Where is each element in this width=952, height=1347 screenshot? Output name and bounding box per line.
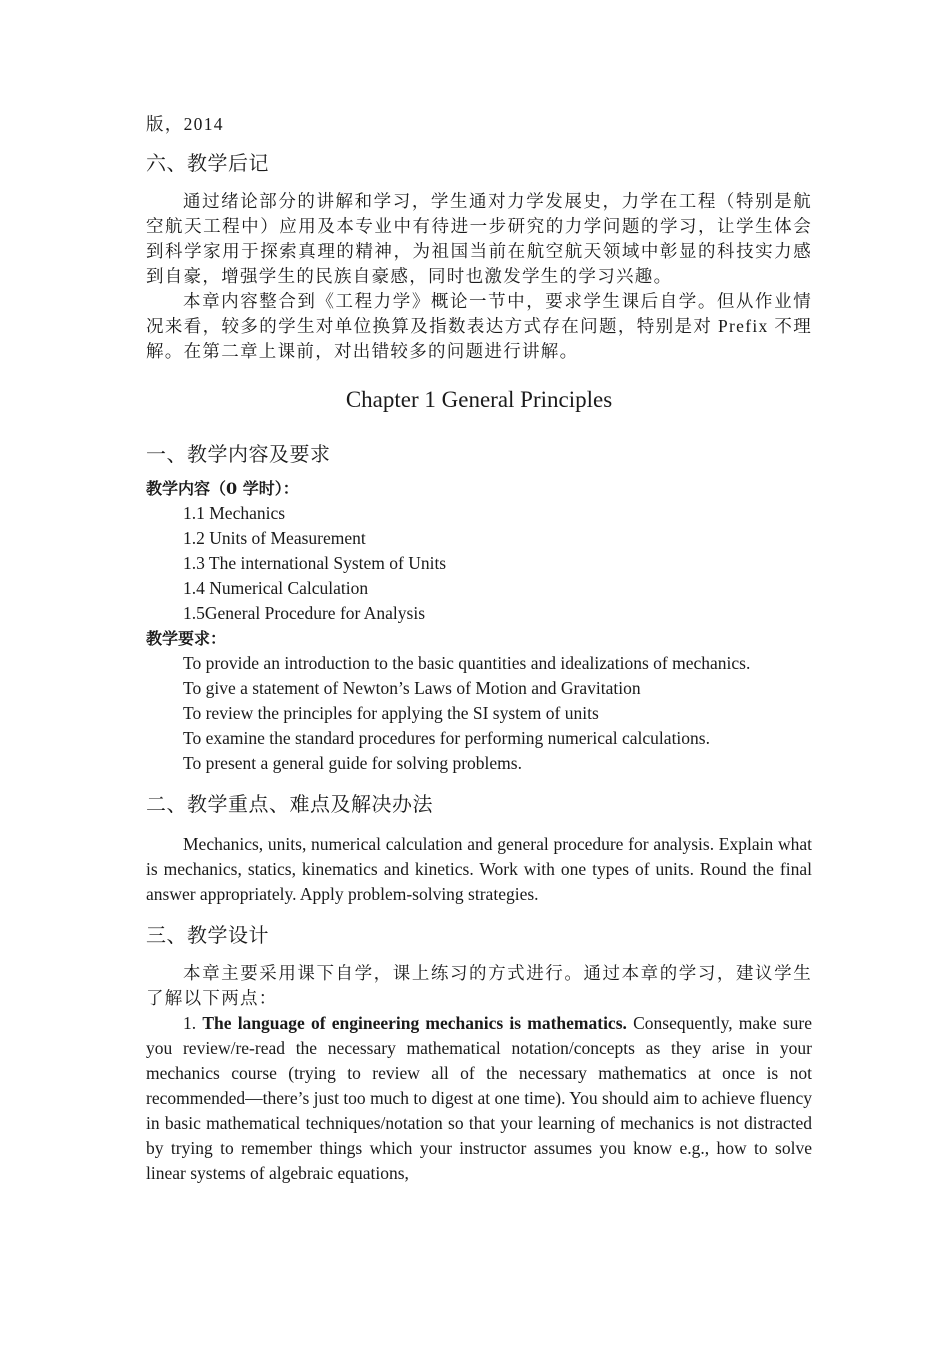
- content-label: 教学内容（0 学时）：: [146, 479, 299, 498]
- document-page: [146, 112, 812, 1186]
- section2-heading: 二、教学重点、难点及解决办法: [146, 792, 433, 816]
- content-item: 1.5General Procedure for Analysis: [183, 603, 426, 623]
- section3-heading: 三、教学设计: [146, 923, 269, 947]
- content-item: 1.3 The international System of Units: [183, 553, 447, 573]
- content-item: 1.1 Mechanics: [183, 503, 286, 523]
- section3-point1: [146, 1011, 812, 1186]
- requirement-item: To give a statement of Newton’s Laws of Motion and Gravitation: [183, 678, 641, 698]
- content-item: 1.2 Units of Measurement: [183, 528, 366, 548]
- top-line: 版，2014: [146, 114, 224, 134]
- point1-text: Consequently, make sure you review/re-read the necessary mathematical notation/concepts as they arise in your mechanics course (trying to review all of the necessary mathematics at once is not recommended—there’s just too much to digest at one time). You should aim to achieve fluency in basic mathematical techniques/notation so that your learning of mechanics is not distracted by trying to remember things which your instructor assumes you know e.g., how to solve linear systems of algebraic equations,: [146, 1013, 813, 1183]
- requirements-label: 教学要求：: [146, 629, 227, 648]
- requirement-item: To review the principles for applying the SI system of units: [183, 703, 599, 723]
- requirement-item: To provide an introduction to the basic quantities and idealizations of mechanics.: [183, 653, 751, 673]
- section2-para: Mechanics, units, numerical calculation and general procedure for analysis. Explain what is mechanics, statics, kinematics and kinetics. Work with one types of units. Round the final answer appropriately. Apply problem-solving strategies.: [146, 834, 812, 904]
- section6-heading: 六、教学后记: [146, 151, 269, 175]
- requirement-item: To examine the standard procedures for performing numerical calculations.: [183, 728, 710, 748]
- point1-bold-text: The language of engineering mechanics is mathematics.: [202, 1013, 627, 1033]
- section1-heading: 一、教学内容及要求: [146, 442, 331, 466]
- content-item: 1.4 Numerical Calculation: [183, 578, 369, 598]
- section6-para2: 本章内容整合到《工程力学》概论一节中，要求学生课后自学。但从作业情况来看，较多的学生对单位换算及指数表达方式存在问题，特别是对 Prefix 不理解。在第二章上课前，对出错较多的问题进行讲解。: [146, 291, 812, 361]
- point1-number: 1.: [183, 1013, 197, 1033]
- section3-para1: 本章主要采用课下自学，课上练习的方式进行。通过本章的学习，建议学生了解以下两点：: [146, 963, 812, 1008]
- section6-para1: 通过绪论部分的讲解和学习，学生通对力学发展史，力学在工程（特别是航空航天工程中）应用及本专业中有待进一步研究的力学问题的学习，让学生体会到科学家用于探索真理的精神，为祖国当前在航空航天领域中彰显的科技实力感到自豪，增强学生的民族自豪感，同时也激发学生的学习兴趣。: [146, 191, 812, 286]
- chapter-title: Chapter 1 General Principles: [345, 387, 613, 412]
- requirement-item: To present a general guide for solving problems.: [183, 753, 522, 773]
